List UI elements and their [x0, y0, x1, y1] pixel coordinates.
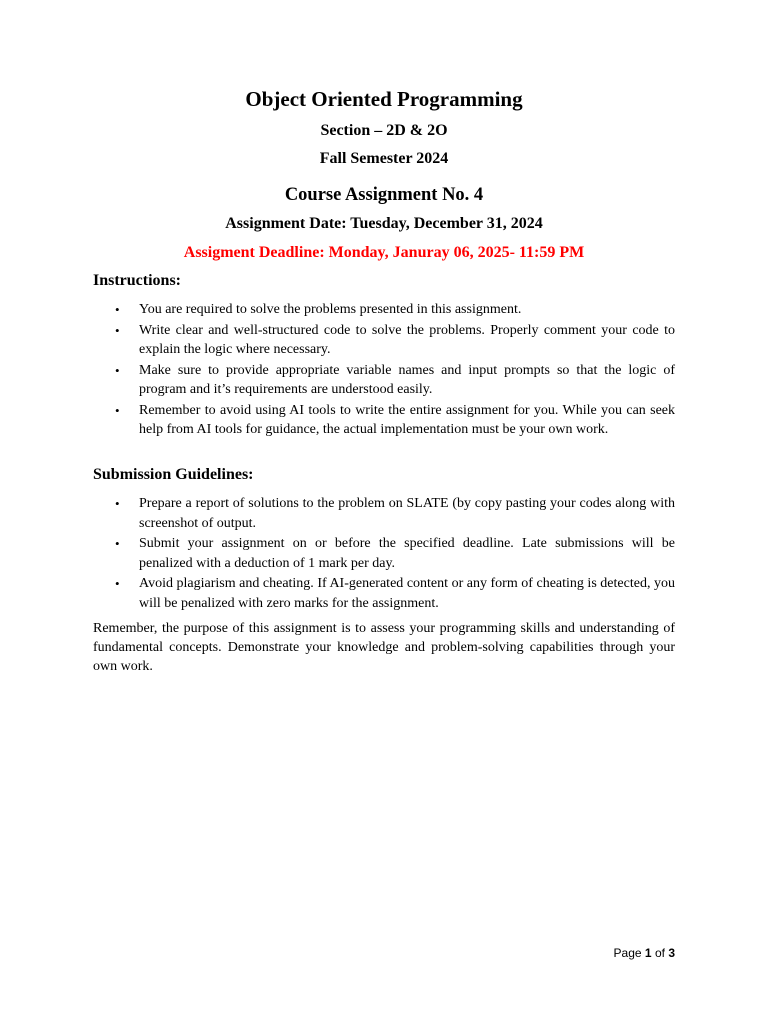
list-item-text: You are required to solve the problems presented in this assignment.: [139, 302, 522, 317]
list-item-text: Make sure to provide appropriate variable names and input prompts so that the logic of program and it’s requirements are understood easily.: [139, 362, 675, 397]
list-item: [93, 534, 675, 573]
page-label: Page: [613, 946, 642, 960]
submission-list: [93, 494, 675, 614]
assignment-deadline: Assigment Deadline: Monday, Januray 06, 2025- 11:59 PM: [183, 244, 585, 261]
course-title: Object Oriented Programming: [245, 87, 523, 111]
list-item-text: Write clear and well-structured code to solve the problems. Properly comment your code to explain the logic where necessary.: [139, 322, 675, 357]
list-item-text: Submit your assignment on or before the specified deadline. Late submissions will be penalized with a deduction of 1 mark per day.: [139, 536, 675, 571]
bullet-icon: •: [115, 496, 120, 511]
list-item: [93, 321, 675, 360]
submission-heading: Submission Guidelines:: [93, 466, 254, 483]
bullet-icon: •: [115, 302, 120, 317]
list-item: [93, 401, 675, 440]
bullet-icon: •: [115, 536, 120, 551]
list-item-text: Prepare a report of solutions to the problem on SLATE (by copy pasting your codes along with screenshot of output.: [139, 496, 675, 531]
page-of: of: [654, 946, 665, 960]
page-current: 1: [644, 946, 652, 960]
list-item-text: Remember to avoid using AI tools to write the entire assignment for you. While you can seek help from AI tools for guidance, the actual implementation must be your own work.: [139, 402, 675, 437]
instructions-heading: Instructions:: [93, 272, 182, 289]
page-total: 3: [668, 946, 675, 960]
assignment-title: Course Assignment No. 4: [284, 185, 484, 205]
list-item: [93, 300, 675, 320]
assignment-date: Assignment Date: Tuesday, December 31, 2024: [225, 215, 543, 232]
bullet-icon: •: [115, 402, 120, 418]
section-line: Section – 2D & 2O: [320, 122, 448, 139]
list-item-text: Avoid plagiarism and cheating. If AI-generated content or any form of cheating is detected, you will be penalized with zero marks for the assignment.: [139, 576, 675, 611]
bullet-icon: •: [115, 322, 120, 338]
list-item: [93, 574, 675, 613]
page-number: [614, 946, 675, 960]
instructions-list: [93, 300, 675, 441]
closing-paragraph: Remember, the purpose of this assignment is to assess your programming skills and understanding of fundamental concepts. Demonstrate your knowledge and problem-solving capabilities through your own work.: [93, 621, 675, 674]
bullet-icon: •: [115, 576, 120, 591]
list-item: [93, 361, 675, 400]
semester-line: Fall Semester 2024: [319, 150, 449, 167]
bullet-icon: •: [115, 362, 120, 378]
list-item: [93, 494, 675, 533]
